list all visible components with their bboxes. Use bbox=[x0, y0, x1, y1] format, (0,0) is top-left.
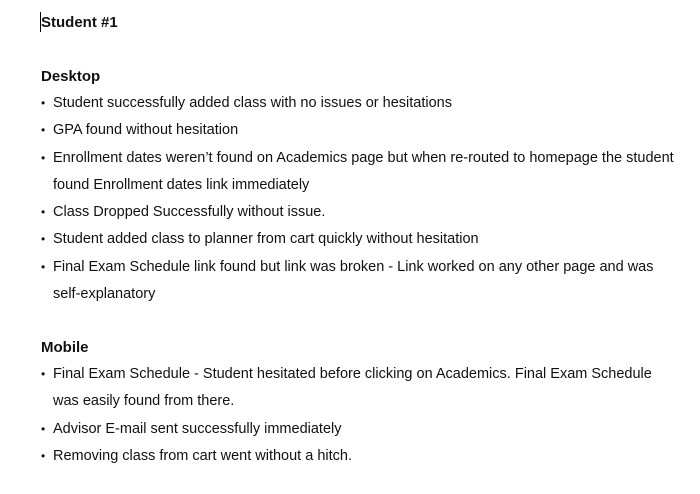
list-item-text: Final Exam Schedule link found but link was broken - Link worked on any other page and was self-explanatory bbox=[53, 258, 654, 303]
document-title: Student #1 bbox=[41, 14, 118, 31]
list-item bbox=[41, 443, 681, 470]
section-heading: Desktop bbox=[41, 68, 101, 85]
bullet-list bbox=[41, 361, 681, 470]
list-item-text: Enrollment dates weren’t found on Academics page but when re-routed to homepage the student found Enrollment dates link immediately bbox=[53, 149, 674, 193]
section-desktop bbox=[41, 63, 681, 308]
bullet-icon: • bbox=[41, 96, 46, 110]
list-item bbox=[41, 361, 681, 416]
list-item-text: Class Dropped Successfully without issue. bbox=[53, 204, 326, 221]
bullet-icon: • bbox=[41, 259, 46, 274]
list-item bbox=[41, 254, 681, 309]
bullet-icon: • bbox=[41, 421, 46, 436]
list-item bbox=[41, 226, 681, 253]
list-item-text: Student successfully added class with no issues or hesitations bbox=[53, 95, 452, 111]
bullet-icon: • bbox=[41, 232, 46, 247]
section-mobile bbox=[41, 334, 681, 470]
list-item-text: Student added class to planner from cart quickly without hesitation bbox=[53, 231, 479, 248]
bullet-icon: • bbox=[41, 367, 46, 381]
list-item-text: Final Exam Schedule - Student hesitated before clicking on Academics. Final Exam Schedule was easily found from there. bbox=[53, 366, 652, 410]
list-item bbox=[41, 90, 681, 117]
list-item bbox=[41, 416, 681, 443]
list-item bbox=[41, 145, 681, 200]
list-item bbox=[41, 199, 681, 226]
section-heading: Mobile bbox=[41, 339, 89, 356]
bullet-icon: • bbox=[41, 123, 46, 138]
bullet-list bbox=[41, 90, 681, 308]
bullet-icon: • bbox=[41, 150, 46, 165]
list-item-text: Removing class from cart went without a hitch. bbox=[53, 447, 352, 464]
list-item bbox=[41, 117, 681, 144]
bullet-icon: • bbox=[41, 205, 46, 220]
bullet-icon: • bbox=[41, 448, 46, 463]
list-item-text: Advisor E-mail sent successfully immediately bbox=[53, 420, 342, 437]
list-item-text: GPA found without hesitation bbox=[53, 122, 239, 139]
